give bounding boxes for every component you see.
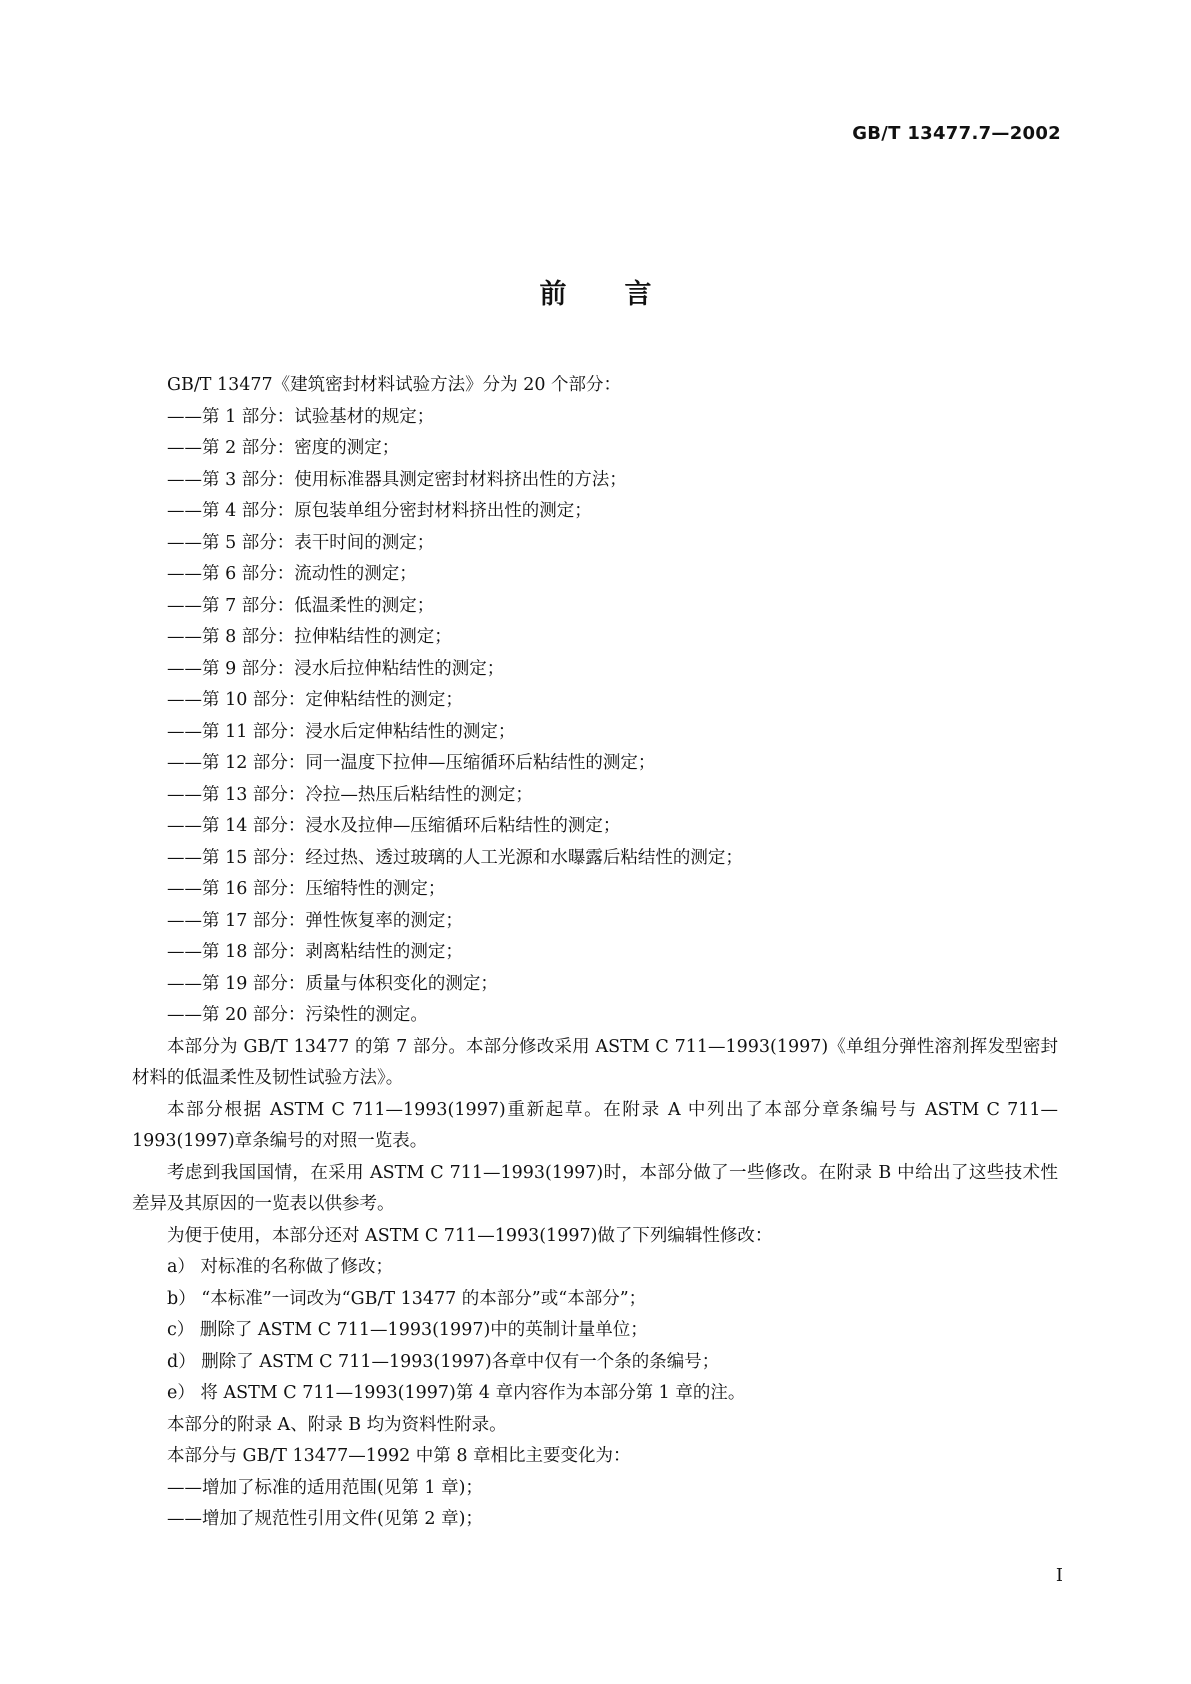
list-item: ——第 10 部分：定伸粘结性的测定； bbox=[167, 690, 463, 710]
list-item: e） 将 ASTM C 711—1993(1997)第 4 章内容作为本部分第 1 章的注。 bbox=[167, 1383, 746, 1403]
list-item: ——第 1 部分：试验基材的规定； bbox=[167, 406, 435, 427]
list-item: ——第 14 部分：浸水及拉伸—压缩循环后粘结性的测定； bbox=[167, 816, 621, 836]
standard-code: GB/T 13477.7—2002 bbox=[852, 123, 1061, 144]
list-item: ——第 13 部分：冷拉—热压后粘结性的测定； bbox=[167, 784, 533, 805]
list-item: ——第 19 部分：质量与体积变化的测定； bbox=[167, 973, 498, 994]
list-item: d） 删除了 ASTM C 711—1993(1997)各章中仅有一个条的条编号； bbox=[167, 1351, 720, 1372]
list-item: ——第 18 部分：剥离粘结性的测定； bbox=[167, 942, 463, 962]
paragraph-annexes: 本部分的附录 A、附录 B 均为资料性附录。 bbox=[167, 1414, 507, 1435]
list-item: ——第 12 部分：同一温度下拉伸—压缩循环后粘结性的测定； bbox=[167, 753, 656, 773]
list-item: ——第 2 部分：密度的测定； bbox=[167, 438, 400, 458]
list-item: ——增加了标准的适用范围(见第 1 章)； bbox=[167, 1477, 483, 1498]
list-item: ——第 20 部分：污染性的测定。 bbox=[167, 1005, 428, 1025]
list-item: b） “本标准”一词改为“GB/T 13477 的本部分”或“本部分”； bbox=[167, 1288, 647, 1309]
list-item: ——第 16 部分：压缩特性的测定； bbox=[167, 879, 446, 899]
list-item: ——第 4 部分：原包装单组分密封材料挤出性的测定； bbox=[167, 501, 592, 521]
list-item: ——第 8 部分：拉伸粘结性的测定； bbox=[167, 627, 452, 647]
list-item: ——第 7 部分：低温柔性的测定； bbox=[167, 595, 435, 616]
intro-line: GB/T 13477《建筑密封材料试验方法》分为 20 个部分： bbox=[167, 375, 622, 395]
paragraph-modifications: 考虑到我国国情，在采用 ASTM C 711—1993(1997)时，本部分做了一些修改。在附录 B 中给出了这些技术性差异及其原因的一览表以供参考。 bbox=[132, 1162, 1058, 1214]
page-title: 前言 bbox=[539, 279, 710, 310]
changes-list bbox=[132, 1473, 1058, 1536]
list-item: ——第 6 部分：流动性的测定； bbox=[167, 564, 417, 584]
document-body bbox=[132, 370, 1058, 1536]
page-number: I bbox=[1055, 1565, 1063, 1586]
paragraph-redrafting: 本部分根据 ASTM C 711—1993(1997)重新起草。在附录 A 中列出了本部分章条编号与 ASTM C 711—1993(1997)章条编号的对照一览表。 bbox=[132, 1099, 1058, 1151]
list-item: ——第 9 部分：浸水后拉伸粘结性的测定； bbox=[167, 658, 505, 679]
paragraph-adoption: 本部分为 GB/T 13477 的第 7 部分。本部分修改采用 ASTM C 711—1993(1997)《单组分弹性溶剂挥发型密封材料的低温柔性及韧性试验方法》。 bbox=[132, 1036, 1058, 1088]
paragraph-changes: 本部分与 GB/T 13477—1992 中第 8 章相比主要变化为： bbox=[167, 1446, 631, 1466]
list-item: a） 对标准的名称做了修改； bbox=[167, 1257, 393, 1277]
list-item: ——增加了规范性引用文件(见第 2 章)； bbox=[167, 1509, 483, 1529]
list-item: ——第 11 部分：浸水后定伸粘结性的测定； bbox=[167, 721, 516, 742]
edits-list bbox=[132, 1252, 1058, 1410]
list-item: ——第 17 部分：弹性恢复率的测定； bbox=[167, 910, 463, 931]
list-item: ——第 15 部分：经过热、透过玻璃的人工光源和水曝露后粘结性的测定； bbox=[167, 847, 743, 868]
parts-list bbox=[132, 402, 1058, 1032]
paragraph-editorial: 为便于使用，本部分还对 ASTM C 711—1993(1997)做了下列编辑性修改： bbox=[167, 1225, 773, 1246]
list-item: ——第 3 部分：使用标准器具测定密封材料挤出性的方法； bbox=[167, 469, 627, 490]
list-item: ——第 5 部分：表干时间的测定； bbox=[167, 532, 435, 553]
list-item: c） 删除了 ASTM C 711—1993(1997)中的英制计量单位； bbox=[167, 1320, 648, 1340]
